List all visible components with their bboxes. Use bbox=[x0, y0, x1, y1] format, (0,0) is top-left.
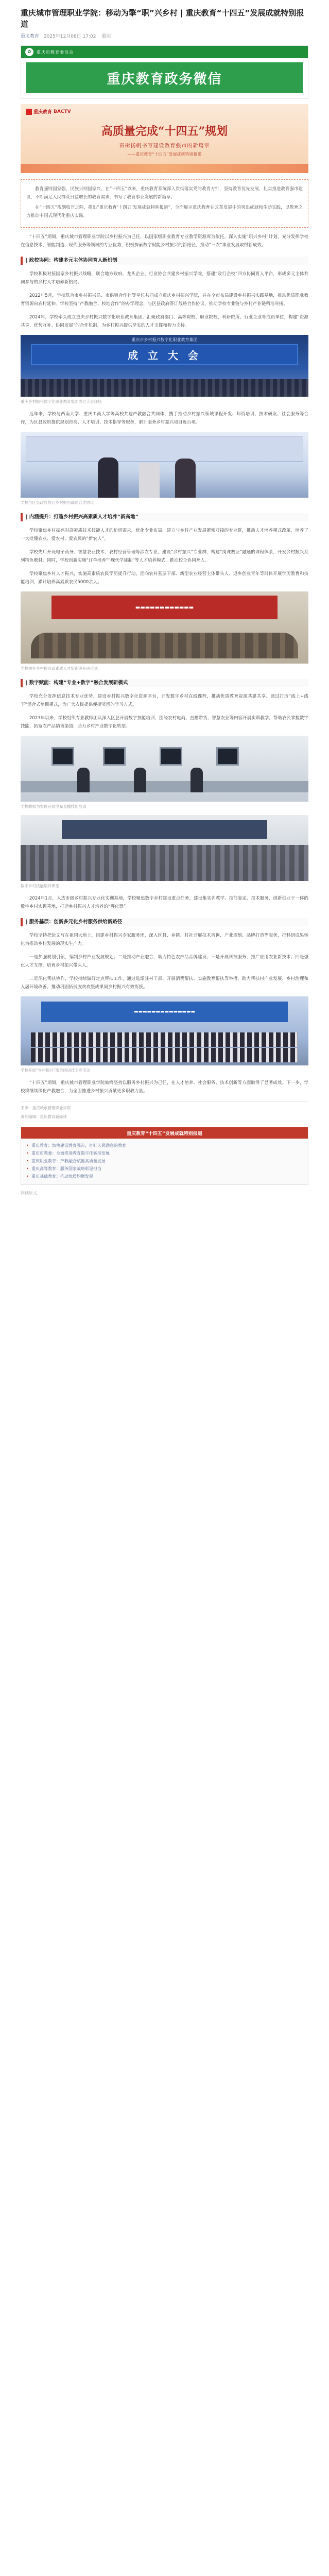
person-figure bbox=[191, 768, 203, 792]
publish-location: 重庆 bbox=[101, 34, 111, 39]
body-paragraph: 2023年以来，学校组织专业教师团队深入区县开展数字技能培训，围绕农村电商、直播带货、智慧农业等内容开展实训教学，帮助农民掌握数字技能，拓宽农产品销售渠道，助力乡村产业数字化转型。 bbox=[21, 716, 308, 729]
signing-photo[interactable] bbox=[21, 432, 308, 498]
article-editor: 责任编辑：重庆教育新媒体 bbox=[21, 1114, 67, 1119]
related-link[interactable]: • 重庆市教委：全面推进教育数字化转型发展 bbox=[26, 1149, 303, 1157]
section-heading: | 内涵提升：打造乡村振兴高素质人才培养“新高地” bbox=[21, 513, 308, 521]
related-link[interactable]: • 重庆职业教育：产教融合赋能高质量发展 bbox=[26, 1157, 303, 1165]
photo-caption: 学校举办乡村振兴高素质人才培训班开班仪式 bbox=[21, 666, 98, 671]
banner-top-bar bbox=[21, 46, 308, 58]
related-list bbox=[21, 1139, 308, 1184]
monitor-figure bbox=[103, 747, 126, 766]
monitor-figure bbox=[216, 747, 239, 766]
related-link[interactable]: • 重庆高等教育：服务国家战略彰显担当 bbox=[26, 1165, 303, 1173]
article-container bbox=[0, 0, 329, 1196]
section-heading: | 政校协同：构建多元主体协同育人新机制 bbox=[21, 257, 308, 265]
body-paragraph: 学校充分发挥信息技术专业优势，建设乡村振兴数字化资源平台，开发数字乡村在线课程，推动优质教育资源共建共享。通过打造“线上+线下”混合式培训模式，为广大农民提供便捷灵活的学习方式。 bbox=[21, 694, 308, 707]
report-banner-logo-text2: BACTV bbox=[54, 109, 71, 114]
body-paragraph: 二是深化帮扶协作，学校持续做好定点帮扶工作，通过选派驻村干部、开展消费帮扶、实施教育帮扶等举措，助力帮扶村产业发展、乡村治理和人居环境改善，推动巩固拓展脱贫攻坚成果同乡村振兴有效衔接。 bbox=[21, 976, 308, 990]
person-figure bbox=[98, 457, 118, 498]
conference-photo[interactable] bbox=[21, 335, 308, 397]
intro-paragraph: 教育强则国家强，民族兴则国家兴。在“十四五”以来，重庆教育系统深入贯彻落实党的教育方针，坚持教育优先发展，扎实推进教育强市建设，不断满足人民群众日益增长的教育需求，书写了教育事业发展的新篇章。 bbox=[26, 187, 303, 200]
report-banner-wave bbox=[21, 164, 308, 173]
publish-date: 2025年12月08日 17:02 bbox=[43, 34, 96, 39]
report-banner-subtitle2: ——重庆教育“十四五”发展成就特别报道 bbox=[127, 152, 202, 157]
body-paragraph: 学校聚焦乡村人才振兴，实施高素质农民学历提升行动，面向农村基层干部、新型农业经营主体带头人、返乡创业青年等群体开展学历教育和技能培训，累计培养高素质农民5000余人。 bbox=[21, 571, 308, 585]
body-paragraph: “十四五”期间，重庆城市管理职业学院以乡村振兴为己任，以国家级职业教育专业教学资源库为依托，深入实施“职兴乡村”计划，充分发挥学校在信息技术、智能制造、现代服务等领域的专业优势，积极探索数字赋能乡村振兴的新路径，推动“三农”事业发展取得新成效。 bbox=[21, 234, 308, 248]
report-banner-subtitle: 奋楫扬帆书写建设教育强市的新篇章 bbox=[119, 143, 210, 149]
classroom-rows bbox=[21, 845, 308, 881]
person-figure bbox=[77, 768, 90, 792]
related-link[interactable]: • 重庆教育：加快建设教育强市，办好人民满意的教育 bbox=[26, 1142, 303, 1149]
person-figure bbox=[134, 768, 146, 792]
body-paragraph: “十四五”期间，重庆城市管理职业学院始终坚持以服务乡村振兴为己任，在人才培养、社会服务、技术创新等方面取得了显著成效。下一步，学校将继续深化产教融合，为全面推进乡村振兴贡献更多职教力量。 bbox=[21, 1080, 308, 1094]
banner-main-text: 重庆教育政务微信 bbox=[107, 71, 222, 87]
photo-caption: 学校与区县政府签订乡村振兴战略合作协议 bbox=[21, 500, 94, 505]
report-banner-title: 高质量完成“十四五”规划 bbox=[101, 125, 228, 138]
article-meta bbox=[21, 33, 308, 40]
monitor-figure bbox=[160, 747, 182, 766]
body-paragraph: 2024年，学校牵头成立重庆乡村振兴数字化职业教育集团，汇聚政府部门、高等院校、职业院校、科研院所、行业企业等成员单位，构建“资源共享、优势互补、协同发展”的合作机制，为乡村振兴提供坚实的人才支撑和智力支持。 bbox=[21, 315, 308, 328]
read-more-link[interactable]: 阅读原文 bbox=[21, 1191, 37, 1195]
report-banner bbox=[21, 104, 308, 173]
edu-logo-icon: ✿ bbox=[25, 48, 33, 56]
monitor-figure bbox=[51, 747, 74, 766]
desk-figure bbox=[21, 781, 308, 792]
body-paragraph: 学校坚持把论文写在祖国大地上，组建乡村振兴专家服务团，深入区县、乡镇、村社开展技术咨询、产业规划、品牌打造等服务，把科研成果转化为推动乡村发展的现实生产力。 bbox=[21, 933, 308, 946]
meeting-table bbox=[31, 633, 298, 658]
author-link[interactable]: 重庆教育 bbox=[21, 34, 40, 39]
related-header: 重庆教育“十四五”发展成就特别报道 bbox=[21, 1127, 308, 1139]
section-heading: | 数字赋能：构建“专业+数字”融合发展新模式 bbox=[21, 679, 308, 687]
group-photo[interactable] bbox=[21, 996, 308, 1065]
classroom-screen bbox=[62, 820, 267, 839]
conference-crowd bbox=[21, 379, 308, 397]
body-paragraph: 一是加强规划引领，编制乡村产业发展规划；二是推动产业融合，助力特色农产品品牌建设；三是开展科技服务，推广应用农业新技术；四是强化人才支撑，培育乡村振兴带头人。 bbox=[21, 955, 308, 968]
section-heading: | 服务基层：创新多元化乡村服务供给新路径 bbox=[21, 918, 308, 926]
divider bbox=[21, 1101, 308, 1102]
body-paragraph: 学校聚焦乡村振兴对高素质技术技能人才的迫切需求，优化专业布局，建立与乡村产业发展紧密对接的专业群，推动人才培养模式改革，培养了一大批懂农业、爱农村、爱农民的“新农人”。 bbox=[21, 528, 308, 541]
article-source: 来源：重庆城市管理职业学院 bbox=[21, 1106, 71, 1110]
training-lab-photo[interactable] bbox=[21, 736, 308, 802]
photo-caption: 数字乡村技能培训课堂 bbox=[21, 884, 59, 888]
photo-caption: 学校开展“乡村振兴”服务团送技下乡活动 bbox=[21, 1068, 91, 1073]
meeting-photo[interactable] bbox=[21, 591, 308, 664]
body-paragraph: 近年来，学校与西南大学、重庆工商大学等高校共建产教融合共同体，携手推动乡村振兴领域课程开发、师资培训、技术研发、社会服务等合作，为区县政府提供规划咨询、人才培训、技术指导等服务，累计服务乡村振兴项目近百项。 bbox=[21, 412, 308, 425]
banner-main bbox=[26, 62, 303, 93]
body-paragraph: 学校积极对接国家乡村振兴战略，联合地方政府、龙头企业、行业协会共建乡村振兴学院，搭建“政行企校”四方协同育人平台，形成多元主体共同参与的乡村人才培养新格局。 bbox=[21, 272, 308, 285]
body-paragraph: 2024年1月，入选市级乡村振兴专业化实训基地，学校聚焦数字乡村建设重点任务，建设集实训教学、技能鉴定、技术服务、创新创业于一体的数字乡村实训基地，打造乡村振兴人才培养的“孵化器”。 bbox=[21, 896, 308, 909]
conference-photo-subtitle: 重庆市乡村振兴数字化职业教育集团 bbox=[131, 337, 198, 342]
person-figure bbox=[175, 459, 196, 498]
classroom-photo[interactable] bbox=[21, 815, 308, 881]
body-paragraph: 学校先后开设电子商务、智慧农业技术、农村经营管理等涉农专业，建设“乡村振兴”专业群，构建“岗课赛证”融通的课程体系，开发乡村振兴系列特色教材。同时，学校创新实施“订单培养”“现代学徒制”等人才培养模式，推动校企协同育人。 bbox=[21, 550, 308, 563]
conference-banner: 成 立 大 会 bbox=[31, 344, 298, 365]
station-logo-icon bbox=[26, 109, 32, 115]
photo-caption: 学校教师为农民开展电商直播技能培训 bbox=[21, 804, 86, 809]
intro-paragraph: 在“十四五”规划收官之际，推出“重庆教育‘十四五’发展成就特别报道”，全面展示重庆教育在改革发展中的突出成就和生动实践，以教育之力推动中国式现代化重庆实践。 bbox=[26, 205, 303, 218]
header-banner bbox=[21, 45, 308, 99]
group-row bbox=[31, 1032, 298, 1047]
document-figure bbox=[139, 463, 160, 498]
photo-caption: 重庆乡村振兴数字化职业教育集团成立大会现场 bbox=[21, 399, 102, 404]
banner-top-text: 重庆市教育委员会 bbox=[37, 49, 74, 55]
group-screen: ▬▬▬▬▬▬▬▬▬▬▬▬▬▬ bbox=[41, 1002, 288, 1022]
meeting-screen: ▬▬▬▬▬▬▬▬▬▬▬▬ bbox=[51, 596, 278, 619]
report-banner-logo bbox=[26, 108, 71, 115]
report-banner-logo-text: 重庆教育 bbox=[33, 110, 53, 115]
article-title: 重庆城市管理职业学院：移动为擎“职”兴乡村 | 重庆教育“十四五”发展成就特别报道 bbox=[21, 8, 304, 29]
related-articles bbox=[21, 1127, 308, 1185]
group-row bbox=[31, 1048, 298, 1062]
body-paragraph: 2022年5月，学校联合市乡村振兴局、市供销合作社等单位共同成立重庆乡村振兴学院，并在全市布局建设乡村振兴实践基地，推动优质职业教育资源向农村延伸。学校坚持“产教融合、校地合作”的办学理念，与区县政府签订战略合作协议，推动学校专业链与乡村产业链精准对接。 bbox=[21, 293, 308, 307]
intro-box bbox=[21, 179, 308, 228]
signing-backdrop bbox=[26, 436, 303, 462]
related-link[interactable]: • 重庆基础教育：推动优质均衡发展 bbox=[26, 1173, 303, 1180]
